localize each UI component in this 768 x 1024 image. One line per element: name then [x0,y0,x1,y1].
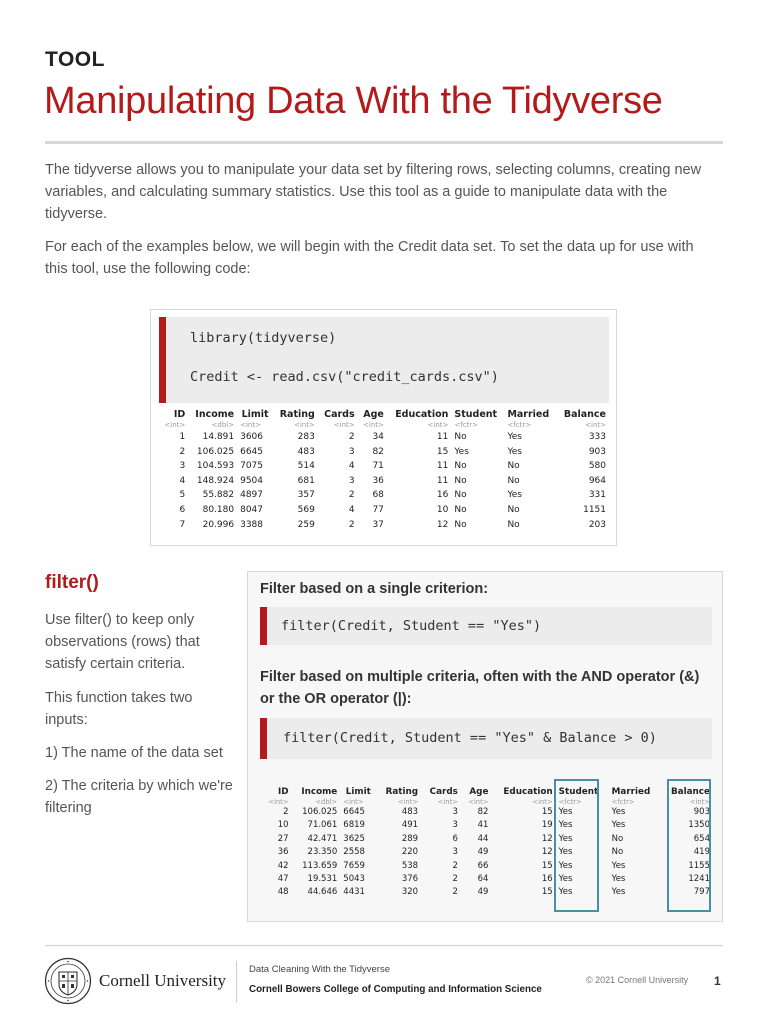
table-cell: 82 [477,807,489,817]
table-row [159,503,609,518]
table-cell: 3 [452,847,458,858]
table-cell: No [454,475,467,486]
column-type: <int> [585,421,606,429]
table-cell: 903 [588,446,606,457]
table-cell: 49 [477,847,489,858]
table-cell: 6645 [240,446,263,457]
table-row [159,445,609,460]
table-cell: 5043 [343,874,365,885]
table-cell: 3 [452,807,458,817]
filter-code-single-text: filter(Credit, Student == "Yes") [281,618,542,634]
table-cell: 71.061 [307,820,338,831]
title-divider [45,141,723,144]
table-cell: 2 [348,519,355,530]
balance-column-highlight [667,779,711,912]
column-type: <int> [164,421,186,429]
table-cell: 3 [179,461,186,472]
table-cell: 77 [372,504,384,515]
table-cell: 2 [452,874,458,885]
table-cell: 12 [436,519,449,530]
filter-description-1: Use filter() to keep only observations (rows) that satisfy certain criteria. [45,612,200,672]
table-cell: 12 [541,833,553,844]
column-type: <fctr> [454,421,479,429]
table-cell: Yes [558,847,573,858]
table-cell: 11 [436,475,449,486]
table-cell: No [507,461,520,472]
table-cell: 66 [477,860,489,871]
table-cell: 3 [348,475,355,486]
column-type: <int> [468,798,489,806]
table-cell: No [611,833,624,844]
column-header: Cards [324,409,355,420]
table-cell: 2558 [343,847,365,858]
table-cell: 15 [541,807,553,817]
column-type: <int> [268,798,289,806]
table-row [261,846,713,859]
table-cell: Yes [558,820,573,831]
table-cell: 483 [297,446,315,457]
table-cell: 15 [541,860,553,871]
table-cell: 3 [452,820,458,831]
column-type: <fctr> [507,421,532,429]
table-header-row [159,409,609,421]
table-cell: 2 [452,860,458,871]
table-cell: 55.882 [202,490,235,501]
table-cell: 16 [541,874,553,885]
table-cell: 333 [588,432,606,442]
table-cell: Yes [507,446,522,457]
column-type: <dbl> [211,421,235,429]
column-header: Married [507,409,550,420]
table-cell: No [454,519,467,530]
table-cell: 4 [348,461,355,472]
table-row [261,860,713,873]
footer-vertical-divider [236,961,237,1003]
table-cell: 12 [541,847,553,858]
column-type: <int> [397,798,419,806]
column-header: Limit [345,787,371,797]
table-cell: 6645 [343,807,365,817]
table-cell: Yes [558,874,573,885]
table-cell: Yes [507,432,522,442]
column-header: Education [503,787,553,797]
table-cell: 654 [693,833,710,844]
table-cell: Yes [558,807,573,817]
table-cell: 903 [693,807,710,817]
table-cell: Yes [611,860,626,871]
footer-divider [45,945,723,946]
column-type: <int> [689,798,710,806]
table-cell: 569 [297,504,315,515]
table-cell: 148.924 [196,475,235,486]
table-cell: No [454,504,467,515]
table-cell: 1241 [688,874,710,885]
table-cell: 964 [588,475,606,486]
college-name: Cornell Bowers College of Computing and Information Science [249,984,542,995]
table-cell: No [507,475,520,486]
filter-description-2: This function takes two inputs: [45,690,193,728]
table-cell: 11 [436,432,449,442]
column-header: Rating [385,787,419,797]
table-cell: Yes [454,446,469,457]
table-cell: No [611,847,624,858]
table-cell: 1350 [688,820,710,831]
table-cell: 259 [297,519,315,530]
table-cell: 42 [277,860,289,871]
table-type-row [159,421,609,430]
table-header-row [261,787,713,798]
table-cell: 64 [477,874,489,885]
table-cell: 19 [541,820,553,831]
column-header: Married [611,787,651,797]
table-cell: 681 [297,475,315,486]
table-cell: 2 [452,887,458,898]
column-type: <int> [293,421,315,429]
table-cell: 4897 [240,490,263,501]
filter-heading-multiple: Filter based on multiple criteria, often with the AND operator (&) or the OR operator (|): [260,669,700,707]
table-cell: 2 [348,432,355,442]
filtered-data-table [261,787,713,900]
table-cell: 419 [693,847,710,858]
column-header: Balance [563,409,606,420]
copyright: © 2021 Cornell University [586,975,689,985]
university-wordmark: Cornell University [99,971,227,990]
column-header: Student [558,787,599,797]
setup-code-line-1: library(tidyverse) [190,330,337,346]
table-cell: 16 [436,490,449,501]
table-cell: 44 [477,833,489,844]
column-header: Income [195,409,235,420]
table-cell: 80.180 [202,504,235,515]
table-cell: Yes [611,887,626,898]
table-cell: 106.025 [302,807,338,817]
table-cell: 357 [297,490,315,501]
column-type: <int> [427,421,449,429]
table-type-row [261,798,713,806]
table-cell: 1155 [688,860,710,871]
column-header: Age [469,787,489,797]
table-cell: 44.646 [307,887,338,898]
table-cell: 376 [401,874,419,885]
table-cell: 538 [401,860,419,871]
filter-code-single [260,607,712,645]
table-row [159,430,609,445]
column-header: Student [454,409,498,420]
table-cell: 14.891 [202,432,235,442]
table-cell: 11 [436,461,449,472]
column-header: Education [395,409,449,420]
table-row [159,488,609,503]
column-type: <int> [240,421,261,429]
table-cell: 3 [348,446,355,457]
intro-paragraph-2: For each of the examples below, we will begin with the Credit data set. To set the data up for use with this tool, use the following code: [45,239,694,277]
table-cell: 42.471 [307,833,338,844]
table-cell: 15 [541,887,553,898]
column-type: <int> [343,798,364,806]
course-name: Data Cleaning With the Tidyverse [249,964,390,975]
column-type: <int> [532,798,553,806]
table-cell: 283 [297,432,315,442]
table-cell: 2 [348,490,355,501]
table-cell: 4431 [343,887,365,898]
column-header: ID [173,409,186,420]
filter-input-2: 2) The criteria by which we're filtering [45,778,233,816]
table-cell: 1 [179,432,186,442]
table-cell: No [454,461,467,472]
column-type: <fctr> [558,798,582,806]
table-cell: 289 [401,833,419,844]
table-cell: No [507,504,520,515]
table-cell: 7075 [240,461,263,472]
table-cell: 47 [277,874,289,885]
table-cell: Yes [558,887,573,898]
table-cell: 331 [588,490,606,501]
table-cell: 8047 [240,504,263,515]
table-cell: Yes [611,820,626,831]
table-cell: 41 [477,820,489,831]
table-cell: 580 [588,461,606,472]
table-cell: 3388 [240,519,263,530]
table-cell: 48 [277,887,289,898]
table-cell: 491 [401,820,419,831]
column-type: <int> [437,798,458,806]
table-cell: 68 [372,490,384,501]
table-cell: Yes [611,807,626,817]
table-cell: 36 [277,847,289,858]
filter-code-multiple [260,718,712,759]
table-row [159,518,609,533]
table-row [261,819,713,832]
table-cell: 2 [283,807,289,817]
table-cell: 1151 [583,504,606,515]
table-row [261,873,713,886]
table-cell: 37 [372,519,384,530]
table-cell: 3625 [343,833,365,844]
column-header: Age [363,409,384,420]
table-cell: 10 [436,504,449,515]
table-cell: No [454,432,467,442]
table-cell: 4 [348,504,355,515]
table-cell: Yes [611,874,626,885]
table-cell: 7 [179,519,186,530]
table-cell: 6 [452,833,458,844]
filter-input-1: 1) The name of the data set [45,745,223,761]
column-type: <fctr> [611,798,635,806]
table-cell: 15 [436,446,449,457]
table-cell: 113.659 [302,860,338,871]
column-type: <int> [363,421,384,429]
table-cell: 9504 [240,475,263,486]
intro-paragraph-1: The tidyverse allows you to manipulate your data set by filtering rows, selecting columns, creating new variables, and calculating summary statistics. Use this tool as a guide to manipulate data with the tidyverse. [45,162,702,222]
table-cell: 4 [179,475,186,486]
column-header: Limit [241,409,269,420]
setup-panel [150,309,617,546]
table-cell: 514 [297,461,315,472]
column-header: Rating [279,409,315,420]
table-cell: No [454,490,467,501]
table-cell: 10 [277,820,289,831]
table-cell: 19.531 [307,874,338,885]
table-cell: 220 [401,847,419,858]
filter-heading-single: Filter based on a single criterion: [260,581,489,597]
table-cell: 34 [372,432,384,442]
table-cell: No [507,519,520,530]
table-cell: 203 [588,519,606,530]
credit-data-table [159,409,609,532]
table-cell: 104.593 [196,461,235,472]
table-row [261,833,713,846]
table-cell: Yes [507,490,522,501]
table-cell: 5 [179,490,186,501]
page-title: Manipulating Data With the Tidyverse [44,80,663,122]
column-type: <dbl> [315,798,338,806]
table-cell: Yes [558,860,573,871]
table-cell: 6819 [343,820,365,831]
table-cell: 27 [277,833,289,844]
table-row [261,886,713,899]
table-cell: 320 [401,887,419,898]
filter-section-title: filter() [45,572,99,593]
table-cell: Yes [558,833,573,844]
table-cell: 82 [372,446,384,457]
filter-code-multiple-text: filter(Credit, Student == "Yes" & Balance > 0) [283,730,657,746]
table-row [159,474,609,489]
table-cell: 483 [401,807,419,817]
table-cell: 23.350 [307,847,338,858]
table-row [261,806,713,819]
table-cell: 106.025 [196,446,235,457]
table-cell: 7659 [343,860,365,871]
column-header: Income [301,787,338,797]
column-header: ID [277,787,289,797]
tool-kicker: TOOL [45,48,105,71]
column-header: Balance [670,787,710,797]
table-row [159,459,609,474]
column-type: <int> [333,421,355,429]
table-cell: 20.996 [202,519,235,530]
table-cell: 6 [179,504,186,515]
table-cell: 797 [693,887,710,898]
cornell-seal-icon [44,957,92,1005]
setup-code-line-2: Credit <- read.csv("credit_cards.csv") [190,369,499,385]
table-cell: 2 [179,446,186,457]
student-column-highlight [554,779,599,912]
table-cell: 3606 [240,432,263,442]
table-cell: 71 [372,461,384,472]
page-number: 1 [714,974,721,988]
filter-example-panel [247,571,723,922]
table-cell: 36 [372,475,384,486]
column-header: Cards [429,787,458,797]
table-cell: 49 [477,887,489,898]
setup-code-block [159,317,609,403]
